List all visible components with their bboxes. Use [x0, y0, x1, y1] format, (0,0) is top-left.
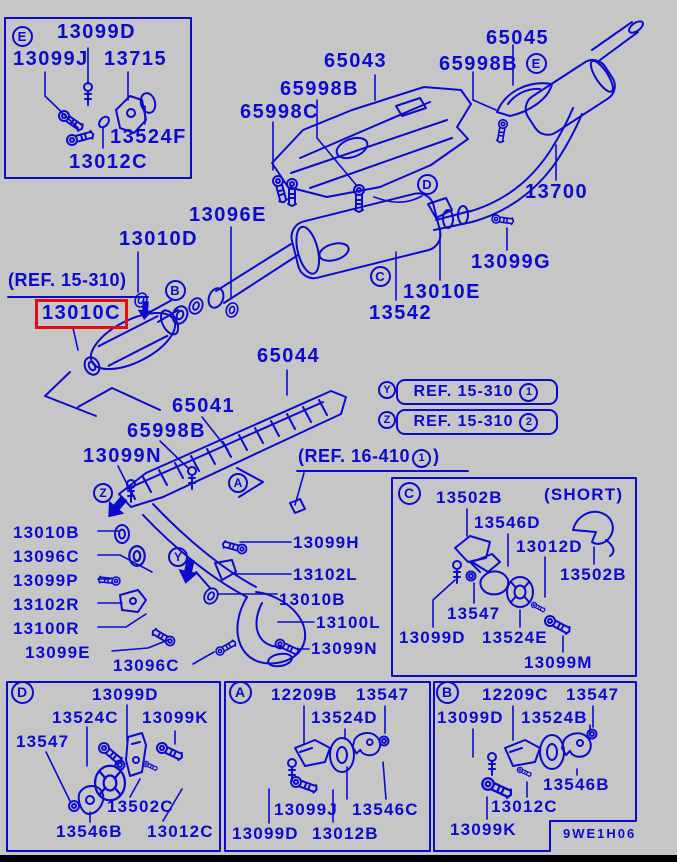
- part-label-65998B[interactable]: 65998B: [439, 53, 519, 75]
- part-label-13546C[interactable]: 13546C: [352, 800, 419, 819]
- part-label-13096C[interactable]: 13096C: [13, 547, 80, 566]
- part-label-13547[interactable]: 13547: [16, 732, 70, 751]
- part-label-13099N[interactable]: 13099N: [83, 445, 163, 467]
- part-label-13099P[interactable]: 13099P: [13, 571, 79, 590]
- part-label-13547[interactable]: 13547: [447, 604, 501, 623]
- circled-letter-Z: Z: [93, 483, 113, 503]
- circled-number-1: 1: [412, 449, 431, 468]
- part-label-13012C[interactable]: 13012C: [491, 797, 558, 816]
- part-label-13099D[interactable]: 13099D: [92, 685, 159, 704]
- part-label-13546B[interactable]: 13546B: [56, 822, 123, 841]
- part-label-13524B[interactable]: 13524B: [521, 708, 588, 727]
- part-label-13012D[interactable]: 13012D: [516, 537, 583, 556]
- circled-letter-E: E: [12, 26, 33, 47]
- part-label-13542[interactable]: 13542: [369, 302, 433, 324]
- highlighted-part-label-13010C[interactable]: 13010C: [35, 299, 128, 329]
- circled-letter-Y: Y: [378, 381, 396, 399]
- circled-number-1: 1: [519, 383, 538, 402]
- part-label-13547[interactable]: 13547: [566, 685, 620, 704]
- part-label-REF16-410: (REF. 16-410 1 ): [298, 446, 440, 466]
- part-label-65998B[interactable]: 65998B: [280, 78, 360, 100]
- footer-bar: [0, 855, 677, 862]
- part-label-13099M[interactable]: 13099M: [524, 653, 593, 672]
- part-label-13012C[interactable]: 13012C: [69, 151, 149, 173]
- part-label-13524E[interactable]: 13524E: [482, 628, 548, 647]
- part-label-13099E[interactable]: 13099E: [25, 643, 91, 662]
- part-label-SHORT: (SHORT): [544, 485, 624, 504]
- circled-letter-A: A: [229, 681, 252, 704]
- part-label-13099D[interactable]: 13099D: [57, 21, 137, 43]
- part-label-13547[interactable]: 13547: [356, 685, 410, 704]
- part-label-65998B[interactable]: 65998B: [127, 420, 207, 442]
- part-label-13010B[interactable]: 13010B: [13, 523, 80, 542]
- part-label-13700[interactable]: 13700: [525, 181, 589, 203]
- part-label-65041[interactable]: 65041: [172, 395, 236, 417]
- part-label-65043[interactable]: 65043: [324, 50, 388, 72]
- part-label-13502C[interactable]: 13502C: [107, 797, 174, 816]
- part-label-65998C[interactable]: 65998C: [240, 101, 320, 123]
- ref-link-Y[interactable]: REF. 15-310 1: [396, 379, 558, 405]
- part-label-13102R[interactable]: 13102R: [13, 595, 80, 614]
- part-label-13502B[interactable]: 13502B: [436, 488, 503, 507]
- part-label-13099N[interactable]: 13099N: [311, 639, 378, 658]
- part-label-13546B[interactable]: 13546B: [543, 775, 610, 794]
- part-label-13099J[interactable]: 13099J: [13, 48, 89, 70]
- part-label-13096C[interactable]: 13096C: [113, 656, 180, 675]
- circled-letter-D: D: [11, 681, 34, 704]
- circled-letter-B: B: [436, 681, 459, 704]
- part-label-13502B[interactable]: 13502B: [560, 565, 627, 584]
- part-label-13099D[interactable]: 13099D: [437, 708, 504, 727]
- part-label-13099K[interactable]: 13099K: [142, 708, 209, 727]
- circled-letter-E: E: [526, 53, 547, 74]
- part-label-13100L[interactable]: 13100L: [316, 613, 381, 632]
- part-label-13099D[interactable]: 13099D: [232, 824, 299, 843]
- part-label-13010E[interactable]: 13010E: [403, 281, 481, 303]
- part-label-12209B[interactable]: 12209B: [271, 685, 338, 704]
- part-label-65045[interactable]: 65045: [486, 27, 550, 49]
- circled-letter-A: A: [228, 473, 248, 493]
- part-label-13715[interactable]: 13715: [104, 48, 168, 70]
- circled-letter-C: C: [398, 482, 421, 505]
- part-label-13012C[interactable]: 13012C: [147, 822, 214, 841]
- ref-link-Z[interactable]: REF. 15-310 2: [396, 409, 558, 435]
- part-label-13100R[interactable]: 13100R: [13, 619, 80, 638]
- part-label-65044[interactable]: 65044: [257, 345, 321, 367]
- part-label-13524D[interactable]: 13524D: [311, 708, 378, 727]
- circled-letter-C: C: [370, 266, 391, 287]
- part-label-REF15-310: (REF. 15-310): [8, 270, 127, 290]
- part-label-13099D[interactable]: 13099D: [399, 628, 466, 647]
- circled-letter-Y: Y: [168, 547, 188, 567]
- drawing-code: 9WE1H06: [563, 826, 637, 841]
- part-label-13099G[interactable]: 13099G: [471, 251, 552, 273]
- part-label-13010D[interactable]: 13010D: [119, 228, 199, 250]
- part-label-12209C[interactable]: 12209C: [482, 685, 549, 704]
- circled-number-2: 2: [519, 413, 538, 432]
- part-label-13012B[interactable]: 13012B: [312, 824, 379, 843]
- part-label-13010B[interactable]: 13010B: [279, 590, 346, 609]
- circled-letter-D: D: [417, 174, 438, 195]
- inset-A-parts: [288, 733, 389, 794]
- part-label-13102L[interactable]: 13102L: [293, 565, 358, 584]
- part-label-13099J[interactable]: 13099J: [274, 800, 338, 819]
- part-label-13099H[interactable]: 13099H: [293, 533, 360, 552]
- circled-letter-B: B: [165, 280, 186, 301]
- part-label-13096E[interactable]: 13096E: [189, 204, 267, 226]
- part-label-13099K[interactable]: 13099K: [450, 820, 517, 839]
- muffler-13542: [288, 190, 452, 282]
- part-label-13524F[interactable]: 13524F: [110, 126, 187, 148]
- circled-letter-Z: Z: [378, 411, 396, 429]
- part-label-13524C[interactable]: 13524C: [52, 708, 119, 727]
- part-label-13546D[interactable]: 13546D: [474, 513, 541, 532]
